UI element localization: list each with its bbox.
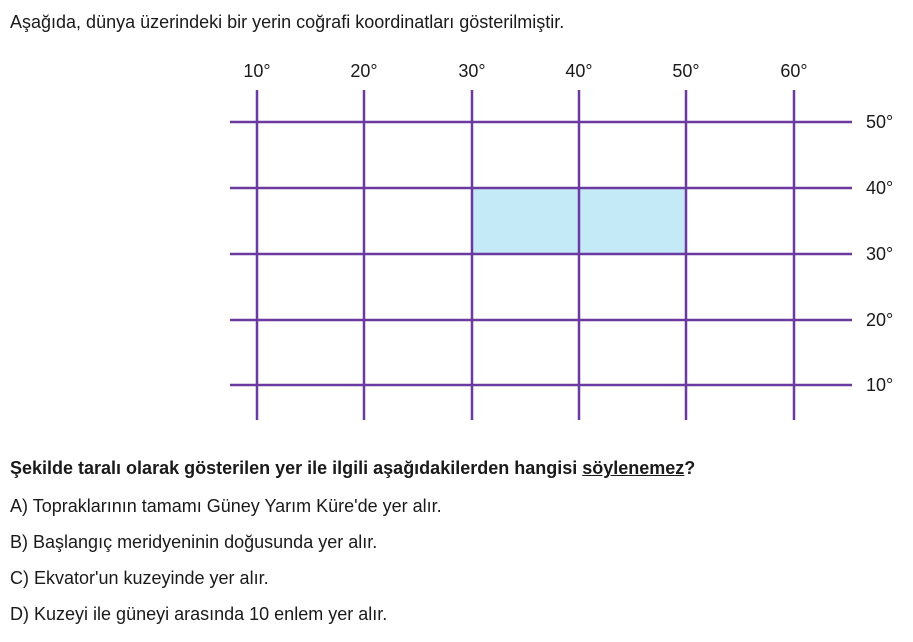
option-b[interactable] bbox=[10, 530, 442, 566]
longitude-label: 30° bbox=[458, 61, 486, 81]
question-negative-word: söylenemez bbox=[582, 458, 685, 478]
question-stem: Şekilde taralı olarak gösterilen yer ile ilgili aşağıdakilerden hangisi bbox=[10, 458, 583, 478]
option-letter: B) bbox=[10, 532, 28, 552]
option-letter: C) bbox=[10, 568, 29, 588]
answer-options bbox=[10, 494, 442, 638]
latitude-label: 10° bbox=[866, 375, 894, 395]
option-a[interactable] bbox=[10, 494, 442, 530]
longitude-label: 40° bbox=[565, 61, 593, 81]
longitude-label: 60° bbox=[780, 61, 808, 81]
latitude-label: 20° bbox=[866, 310, 894, 330]
longitude-label: 20° bbox=[350, 61, 378, 81]
latitude-label: 40° bbox=[866, 178, 894, 198]
option-text: Başlangıç meridyeninin doğusunda yer alır. bbox=[33, 532, 378, 552]
option-text: Topraklarının tamamı Güney Yarım Küre'de yer alır. bbox=[32, 496, 442, 516]
option-c[interactable] bbox=[10, 566, 442, 602]
option-text: Kuzeyi ile güneyi arasında 10 enlem yer alır. bbox=[34, 604, 388, 624]
option-text: Ekvator'un kuzeyinde yer alır. bbox=[34, 568, 269, 588]
option-letter: A) bbox=[10, 496, 28, 516]
question-text bbox=[10, 456, 695, 480]
option-d[interactable] bbox=[10, 602, 442, 638]
option-letter: D) bbox=[10, 604, 29, 624]
longitude-label: 50° bbox=[672, 61, 700, 81]
longitude-label: 10° bbox=[243, 61, 271, 81]
latitude-label: 50° bbox=[866, 112, 894, 132]
latitude-label: 30° bbox=[866, 244, 894, 264]
intro-text: Aşağıda, dünya üzerindeki bir yerin coğrafi koordinatları gösterilmiştir. bbox=[10, 12, 565, 32]
question-mark: ? bbox=[684, 458, 696, 478]
